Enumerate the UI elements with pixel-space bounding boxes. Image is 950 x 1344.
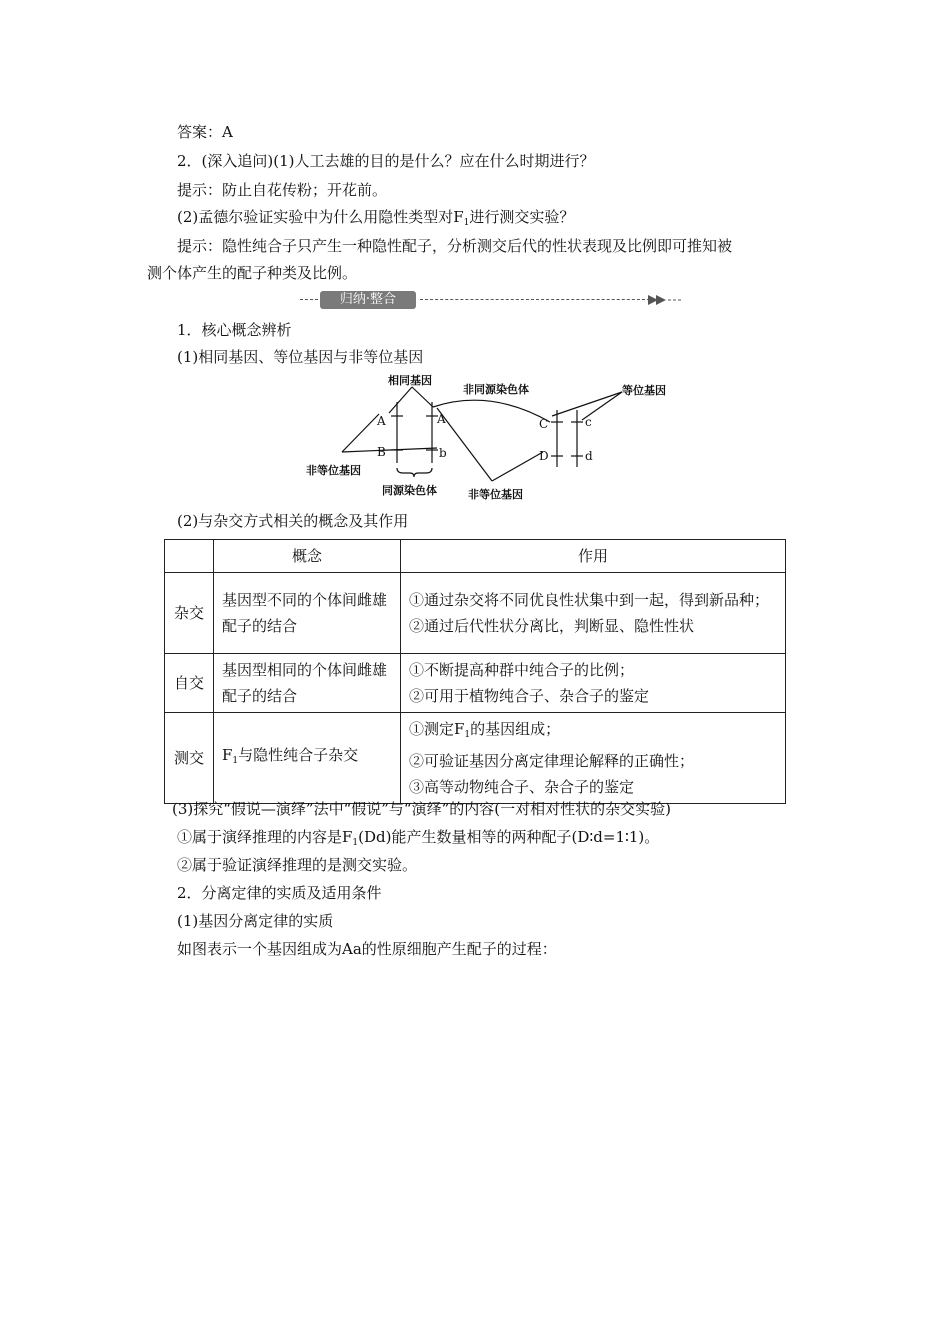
gene-B: B <box>377 445 386 459</box>
deduction-2: ②属于验证演绎推理的是测交实验。 <box>177 856 418 874</box>
row-name: 自交 <box>165 654 214 713</box>
table-row <box>165 713 786 804</box>
table-header-row <box>165 540 786 573</box>
gene-diagram <box>300 370 700 510</box>
row-name: 杂交 <box>165 573 214 654</box>
table-header-cell: 作用 <box>401 540 786 573</box>
section-1-title: 1．核心概念辨析 <box>177 321 292 339</box>
label-nonhomologous: 非同源染色体 <box>463 383 529 396</box>
label-allele: 等位基因 <box>622 384 666 397</box>
gene-D: D <box>539 449 549 463</box>
section-1-3: (3)探究“假说—演绎”法中“假说”与“演绎”的内容(一对相对性状的杂交实验) <box>172 800 671 818</box>
section-1-1: (1)相同基因、等位基因与非等位基因 <box>177 348 424 366</box>
deduction-1: ①属于演绎推理的内容是$F_1(Dd)$能产生数量相等的两种配子(D∶d=1∶1)。 <box>177 828 660 848</box>
row-effects: ①不断提高种群中纯合子的比例； ②可用于植物纯合子、杂合子的鉴定 <box>401 654 786 713</box>
section-2-1: (1)基因分离定律的实质 <box>177 912 334 930</box>
gene-C: C <box>539 417 549 431</box>
question-2: 2．(深入追问)(1)人工去雄的目的是什么？应在什么时期进行？ <box>177 152 595 170</box>
row-concept: 基因型相同的个体间雌雄配子的结合 <box>214 654 401 713</box>
gene-A-left: A <box>377 414 386 428</box>
banner-label: 归纳·整合 <box>320 291 416 309</box>
gene-d: d <box>585 449 593 463</box>
label-nonallele-left: 非等位基因 <box>306 464 361 477</box>
question-2-part-2: (2)孟德尔验证实验中为什么用隐性类型对$F_1$进行测交实验？ <box>177 208 575 228</box>
row-effects: ①测定$F_1$的基因组成； ②可验证基因分离定律理论解释的正确性； ③高等动物纯合子、杂合子的鉴定 <box>401 713 786 804</box>
row-concept: $F_1$与隐性纯合子杂交 <box>214 713 401 804</box>
row-concept: 基因型不同的个体间雌雄配子的结合 <box>214 573 401 654</box>
hint-2-line-2: 测个体产生的配子种类及比例。 <box>147 264 358 282</box>
section-1-2: (2)与杂交方式相关的概念及其作用 <box>177 512 409 530</box>
label-nonallele-bottom: 非等位基因 <box>468 488 523 501</box>
table-header-cell <box>165 540 214 573</box>
row-name: 测交 <box>165 713 214 804</box>
label-same-gene: 相同基因 <box>388 374 432 387</box>
arrow-icon <box>648 293 684 307</box>
section-2-title: 2．分离定律的实质及适用条件 <box>177 884 382 902</box>
table-row <box>165 654 786 713</box>
label-homologous: 同源染色体 <box>382 484 437 497</box>
section-2-text: 如图表示一个基因组成为Aa的性原细胞产生配子的过程： <box>177 940 557 958</box>
gene-b: b <box>439 446 447 460</box>
summary-banner <box>300 290 685 310</box>
gene-A-right: A <box>437 412 446 426</box>
concept-table <box>164 539 786 804</box>
table-header-cell: 概念 <box>214 540 401 573</box>
gene-c: c <box>585 415 592 429</box>
row-effects: ①通过杂交将不同优良性状集中到一起，得到新品种； ②通过后代性状分离比，判断显、隐性性状 <box>401 573 786 654</box>
answer-line: 答案：A <box>177 123 233 141</box>
hint-1: 提示：防止自花传粉；开花前。 <box>177 181 388 199</box>
hint-2-line-1: 提示：隐性纯合子只产生一种隐性配子，分析测交后代的性状表现及比例即可推知被 <box>177 237 733 255</box>
table-row <box>165 573 786 654</box>
